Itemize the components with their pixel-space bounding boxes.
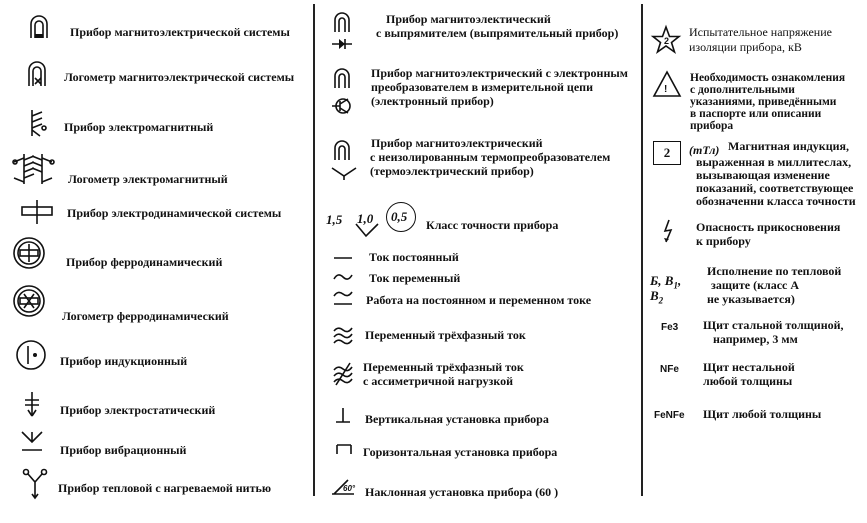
vibration-icon — [18, 430, 46, 456]
ac-label: Ток переменный — [369, 271, 461, 285]
test-voltage-line2: изоляции прибора, кВ — [689, 40, 802, 54]
test-voltage-value: 2 — [664, 36, 670, 46]
col1-label-5: Прибор электродинамической системы — [67, 206, 282, 220]
col1-label-9: Прибор электростатический — [60, 403, 216, 417]
nonsteel-shield-line1: Щит нестальной — [703, 360, 795, 374]
dc-label: Ток постоянный — [369, 250, 459, 264]
col1-label-1: Прибор магнитоэлектрической системы — [70, 25, 290, 39]
accuracy-tick-icon — [354, 222, 380, 238]
electronic-line1: Прибор магнитоэлектрический с электронным — [371, 66, 628, 80]
horizontal-mount-icon — [334, 442, 354, 458]
col1-label-3: Прибор электромагнитный — [64, 120, 214, 134]
induction-line5: обозначенни класса точности — [696, 194, 856, 208]
electrodynamic-icon — [20, 198, 54, 226]
electromagnetic-icon — [26, 108, 50, 138]
attention-line4: в паспорте или описании — [690, 108, 822, 120]
thermal-line2: защите (класс А — [711, 278, 800, 292]
col1-label-11: Прибор тепловой с нагреваемой нитью — [58, 481, 271, 495]
thermal-wire-icon — [22, 466, 48, 502]
thermo-line1: Прибор магнитоэлектрический — [371, 136, 543, 150]
steel-shield-line2: например, 3 мм — [713, 332, 798, 346]
accuracy-class-1-5: 1,5 — [326, 212, 343, 227]
induction-line2: выраженная в миллитеслах, — [696, 155, 852, 169]
column-divider-2 — [641, 4, 643, 496]
ferrodynamic-logometer-icon — [12, 284, 46, 318]
electrostatic-icon — [22, 390, 42, 420]
any-shield-code: FeNFe — [654, 410, 685, 421]
test-voltage-line1: Испытательное напряжение — [689, 25, 832, 39]
any-shield-line1: Щит любой толщины — [703, 407, 822, 421]
acdc-label: Работа на постоянном и переменном токе — [366, 293, 592, 307]
thermo-line2: с неизолированным термопреобразователем — [370, 150, 611, 164]
vertical-mount-icon — [334, 406, 352, 426]
thermal-class-b-b1: Б, $В_1$, — [650, 273, 682, 291]
danger-line1: Опасность прикосновения — [696, 220, 841, 234]
attention-mark: ! — [664, 84, 668, 95]
attention-line5: прибора — [690, 120, 734, 132]
thermal-line1: Исполнение по тепловой — [707, 264, 842, 278]
induction-value-box: 2 — [653, 141, 681, 165]
nonsteel-shield-code: NFe — [660, 364, 679, 375]
accuracy-class-1-0: 1,0 — [357, 211, 374, 226]
steel-shield-line1: Щит стальной толщиной, — [703, 318, 844, 332]
dc-icon — [332, 252, 354, 262]
inclined-label: Наклонная установка прибора (60 ) — [365, 485, 559, 499]
col1-label-2: Логометр магнитоэлектрической системы — [64, 70, 295, 84]
rectifier-line1: Прибор магнитоэлектический — [386, 12, 551, 26]
rectifier-icon — [330, 8, 354, 52]
three-phase-asym-line1: Переменный трёхфазный ток — [363, 360, 524, 374]
attention-line3: указаниями, приведёнными — [690, 96, 837, 108]
three-phase-asym-line2: с ассиметричной нагрузкой — [363, 374, 513, 388]
vertical-label: Вертикальная установка прибора — [365, 412, 549, 426]
electronic-line2: преобразователем в измерительной цепи — [371, 80, 593, 94]
col1-label-4: Логометр электромагнитный — [68, 172, 228, 186]
thermal-class-b2: $В_2$ — [650, 288, 664, 306]
steel-shield-code: Fe3 — [661, 322, 679, 333]
column-divider-1 — [313, 4, 315, 496]
induction-unit: (mТл) — [689, 143, 720, 157]
attention-line1: Необходимость ознакомления — [690, 72, 846, 84]
three-phase-icon — [332, 326, 354, 346]
danger-line2: к прибору — [696, 234, 751, 248]
three-phase-label: Переменный трёхфазный ток — [365, 328, 526, 342]
col1-label-7: Логометр ферродинамический — [62, 309, 229, 323]
induction-line1: Магнитная индукция, — [728, 139, 850, 153]
horizontal-label: Горизонтальная установка прибора — [363, 445, 558, 459]
ac-dc-icon — [332, 290, 354, 308]
thermocouple-icon — [330, 136, 360, 182]
induction-icon — [14, 338, 48, 372]
induction-line4: показаний, соответствующее — [696, 181, 854, 195]
accuracy-class-0-5: 0,5 — [391, 209, 408, 224]
thermal-line3: не указывается) — [707, 292, 795, 306]
nonsteel-shield-line2: любой толщины — [703, 374, 793, 388]
ac-icon — [332, 270, 354, 284]
inclined-angle: 60° — [343, 484, 356, 493]
magnetoelectric-logometer-icon — [24, 58, 52, 90]
three-phase-asym-icon — [332, 362, 354, 386]
col1-label-8: Прибор индукционный — [60, 354, 188, 368]
rectifier-line2: с выпрямителем (выпрямительный прибор) — [376, 26, 619, 40]
ferrodynamic-icon — [12, 236, 46, 270]
attention-line2: с дополнительными — [690, 84, 795, 96]
thermo-line3: (термоэлектрический прибор) — [370, 164, 534, 178]
electronic-line3: (электронный прибор) — [371, 94, 494, 108]
electromagnetic-logometer-icon — [12, 152, 58, 186]
col1-label-6: Прибор ферродинамический — [66, 255, 223, 269]
lightning-danger-icon — [660, 218, 676, 244]
accuracy-label: Класс точности прибора — [426, 218, 559, 232]
col1-label-10: Прибор вибрационный — [60, 443, 187, 457]
magnetoelectric-icon — [26, 12, 52, 44]
electronic-converter-icon — [330, 64, 358, 118]
induction-line3: вызывающая изменение — [696, 168, 830, 182]
